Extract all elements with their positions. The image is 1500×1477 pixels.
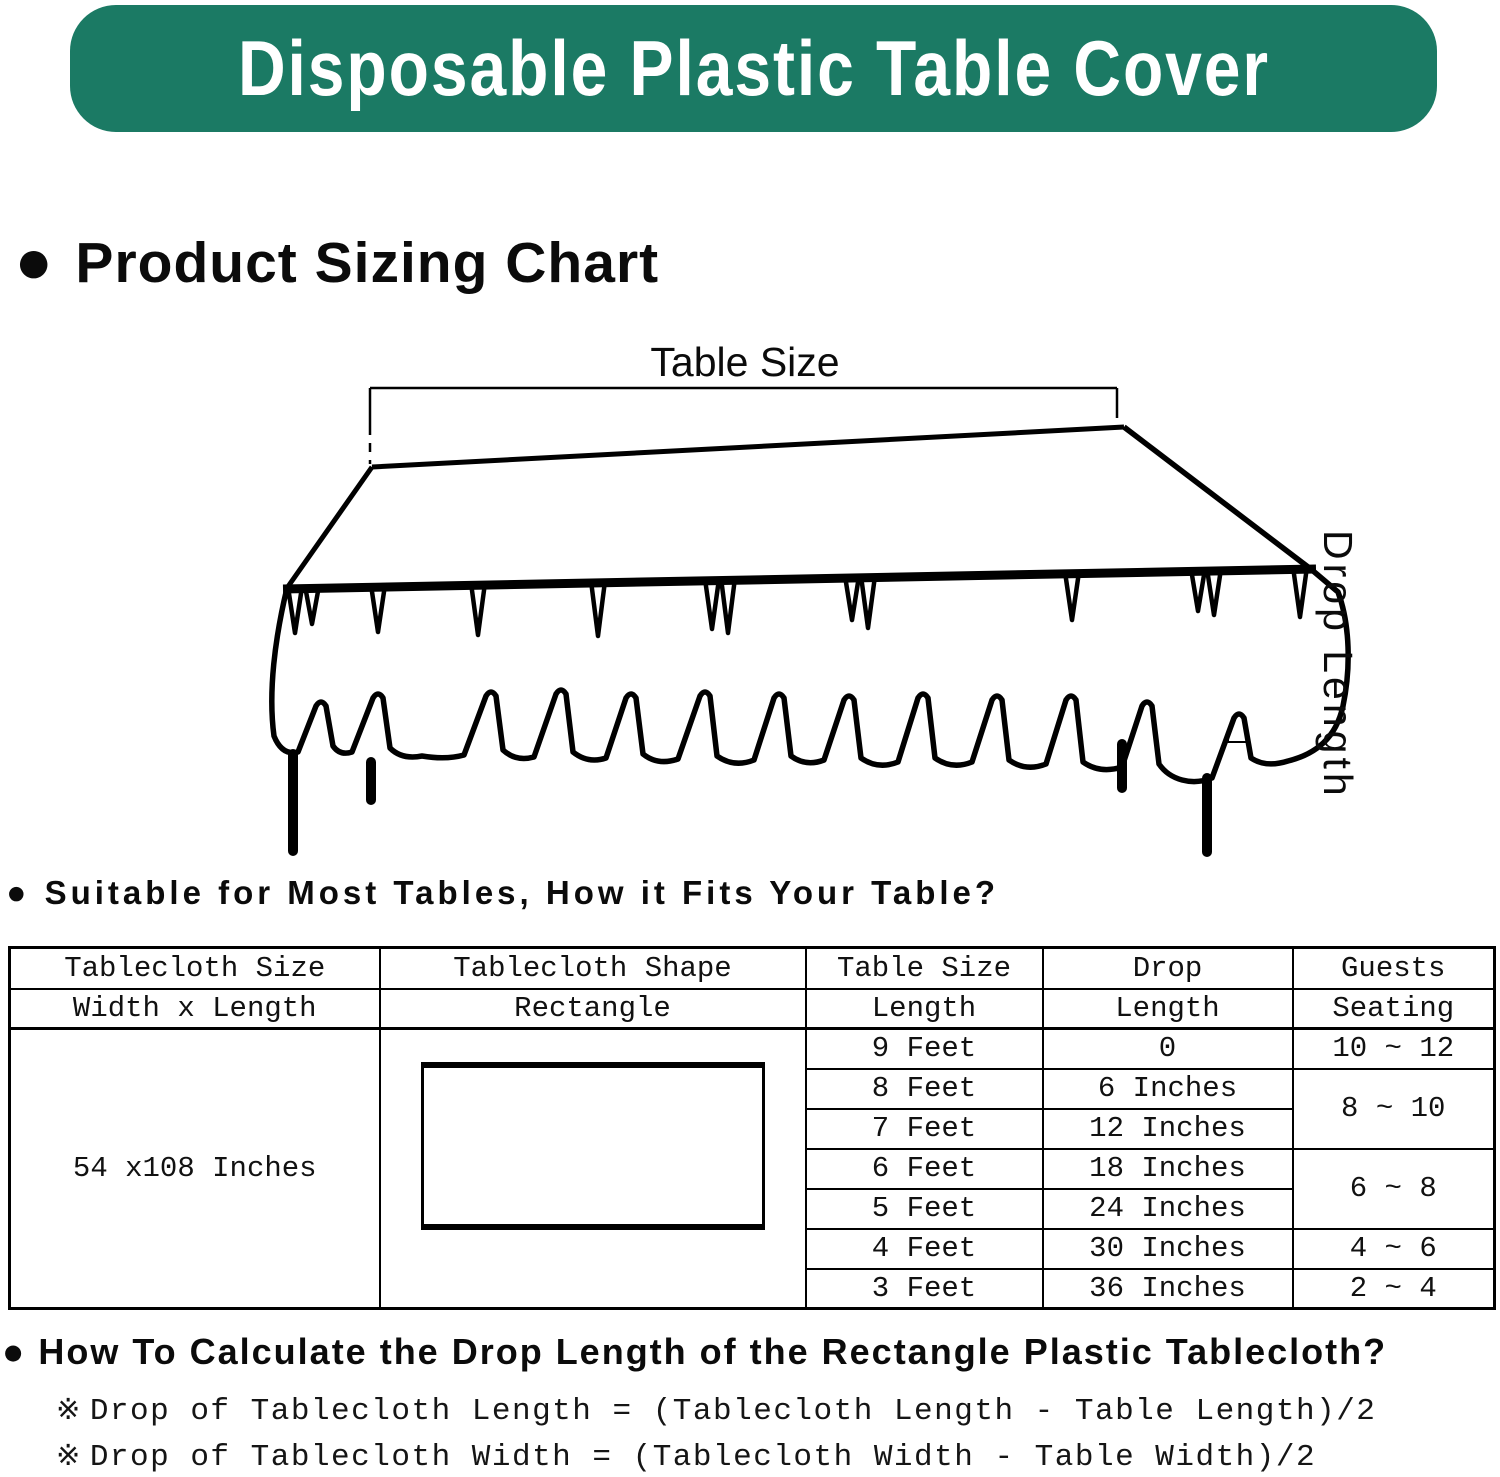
how-to-heading-text: How To Calculate the Drop Length of the Rectangle Plastic Tablecloth? bbox=[38, 1331, 1388, 1372]
banner-title: Disposable Plastic Table Cover bbox=[237, 25, 1270, 112]
title-banner bbox=[70, 5, 1437, 132]
header-table-size: Table Size bbox=[806, 948, 1043, 989]
cell-drop: 36 Inches bbox=[1043, 1269, 1293, 1309]
cell-drop: 18 Inches bbox=[1043, 1149, 1293, 1189]
cell-table-size: 7 Feet bbox=[806, 1109, 1043, 1149]
cell-guests: 2 ~ 4 bbox=[1293, 1269, 1495, 1309]
header-drop: Drop bbox=[1043, 948, 1293, 989]
table-top bbox=[283, 427, 1316, 589]
reference-mark-icon: ※ bbox=[56, 1392, 82, 1426]
bullet-icon: ● bbox=[8, 881, 25, 904]
cell-guests: 6 ~ 8 bbox=[1293, 1149, 1495, 1229]
cell-table-size: 9 Feet bbox=[806, 1029, 1043, 1069]
cell-drop: 12 Inches bbox=[1043, 1109, 1293, 1149]
table-cover-diagram bbox=[0, 330, 1500, 890]
bullet-icon: ● bbox=[18, 242, 50, 283]
header-seating: Seating bbox=[1293, 989, 1495, 1029]
table-header-row-2 bbox=[10, 989, 1495, 1029]
cell-table-size: 4 Feet bbox=[806, 1229, 1043, 1269]
cell-table-size: 3 Feet bbox=[806, 1269, 1043, 1309]
header-drop-length: Length bbox=[1043, 989, 1293, 1029]
header-width-x-length: Width x Length bbox=[10, 989, 380, 1029]
cell-drop: 24 Inches bbox=[1043, 1189, 1293, 1229]
drop-width-formula-text: Drop of Tablecloth Width = (Tablecloth Width - Table Width)/2 bbox=[89, 1440, 1317, 1475]
table-size-label: Table Size bbox=[650, 339, 840, 385]
drop-width-formula bbox=[56, 1438, 1316, 1475]
table-header-row-1 bbox=[10, 948, 1495, 989]
cell-guests: 4 ~ 6 bbox=[1293, 1229, 1495, 1269]
reference-mark-icon: ※ bbox=[56, 1438, 82, 1472]
cell-table-size: 6 Feet bbox=[806, 1149, 1043, 1189]
header-length: Length bbox=[806, 989, 1043, 1029]
table-row bbox=[10, 1029, 1495, 1069]
bullet-icon: ● bbox=[4, 1339, 23, 1364]
suitable-heading-text: Suitable for Most Tables, How it Fits Your Table? bbox=[44, 874, 1000, 911]
header-tablecloth-size: Tablecloth Size bbox=[10, 948, 380, 989]
sizing-table bbox=[8, 946, 1496, 1310]
cell-shape bbox=[380, 1029, 806, 1309]
cell-tablecloth-size: 54 x108 Inches bbox=[10, 1029, 380, 1309]
drop-length-formula-text: Drop of Tablecloth Length = (Tablecloth Length - Table Length)/2 bbox=[89, 1394, 1377, 1429]
product-sizing-heading bbox=[18, 230, 659, 296]
header-guests: Guests bbox=[1293, 948, 1495, 989]
cell-drop: 30 Inches bbox=[1043, 1229, 1293, 1269]
cell-table-size: 5 Feet bbox=[806, 1189, 1043, 1229]
tablecloth-drape bbox=[272, 570, 1348, 782]
product-sizing-heading-text: Product Sizing Chart bbox=[75, 231, 660, 295]
rectangle-shape-drawing bbox=[421, 1062, 765, 1230]
header-rectangle: Rectangle bbox=[380, 989, 806, 1029]
cell-drop: 0 bbox=[1043, 1029, 1293, 1069]
how-to-heading bbox=[4, 1331, 1387, 1373]
cell-drop: 6 Inches bbox=[1043, 1069, 1293, 1109]
table-size-bracket bbox=[370, 388, 1117, 464]
drop-length-formula bbox=[56, 1392, 1376, 1429]
cell-table-size: 8 Feet bbox=[806, 1069, 1043, 1109]
header-tablecloth-shape: Tablecloth Shape bbox=[380, 948, 806, 989]
cell-guests: 10 ~ 12 bbox=[1293, 1029, 1495, 1069]
cell-guests: 8 ~ 10 bbox=[1293, 1069, 1495, 1149]
drop-length-label: Drop Length bbox=[1315, 530, 1361, 800]
suitable-heading bbox=[8, 874, 999, 912]
